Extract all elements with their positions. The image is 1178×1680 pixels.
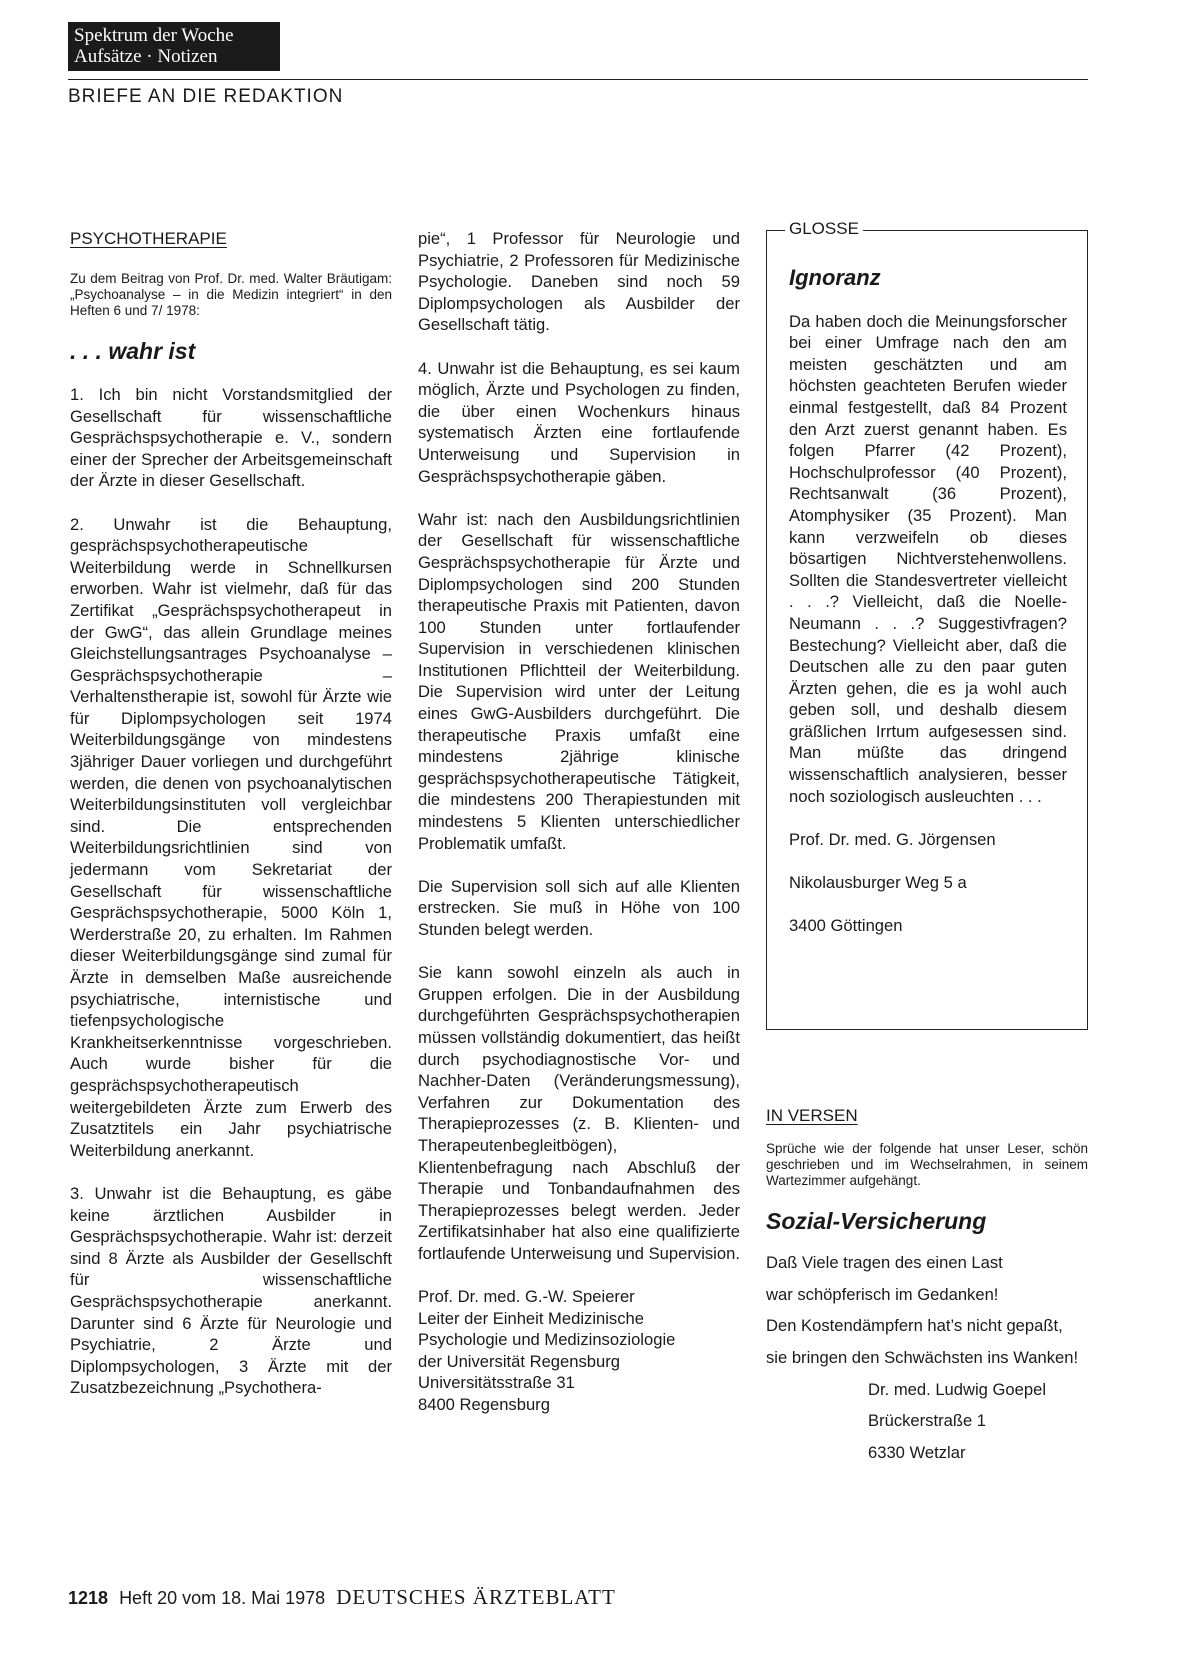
letter-paragraph: Wahr ist: nach den Ausbildungsrichtlinien der Gesellschaft für wissenschaftliche Gesprächspsychotherapie für Ärzte und Diplompsychologen sind 200 Stunden therapeutische Praxis mit Patienten, davon 100 Stunden unter fortlaufender Supervision in verschiedenen klinischen Institutionen Pflichtteil der Weiterbildung. Die Supervision wird unter der Leitung eines GwG-Ausbilders durchgeführt. Die therapeutische Praxis umfaßt eine mindestens 2jährige klinische gesprächspsychotherapeutische Tätigkeit, die mindestens 200 Therapiestunden mit mindestens 5 Klienten unterschiedlicher Problematik umfaßt. (418, 509, 740, 853)
letter-paragraph: 3. Unwahr ist die Behauptung, es gäbe keine ärztlichen Ausbilder in Gesprächspsychotherapie. Wahr ist: derzeit sind 8 Ärzte als Ausbilder der Gesellschft für wissenschaftliche Gesprächspsychotherapie anerkannt. Darunter sind 6 Ärzte für Neurologie und Psychiatrie, 2 Ärzte und Diplompsychologen, 3 Ärzte mit der Zusatzbezeichnung „Psychothera- (70, 1183, 392, 1398)
signature-line: Dr. med. Ludwig Goepel (868, 1379, 1047, 1399)
letter-paragraph: Sie kann sowohl einzeln als auch in Gruppen erfolgen. Die in der Ausbildung durchgeführten Gesprächspsychotherapien müssen vollständig dokumentiert, das heißt durch psychodiagnostische Vor- und Nachher-Daten (Veränderungsmessung), Verfahren zur Dokumentation des Therapieprozesses (z. B. Klienten- und Therapeutenbegleitbögen), Klientenbefragung nach Abschluß der Therapie und Tonbandaufnahmen des Therapieprozesses belegt werden. Jeder Zertifikatsinhaber hat also eine qualifizierte fortlaufende Unterweisung und Supervision. (418, 963, 740, 1263)
signature-line: Prof. Dr. med. G. Jörgensen (789, 829, 996, 849)
glosse-box (766, 219, 1088, 1030)
magazine-name: DEUTSCHES ÄRZTEBLATT (336, 1585, 616, 1609)
page-footer (68, 1585, 616, 1610)
header-rule (68, 79, 1088, 80)
letter-paragraph: Die Supervision soll sich auf alle Klienten erstrecken. Sie muß in Höhe von 100 Stunden belegt werden. (418, 876, 740, 939)
signature-line: Universitätsstraße 31 (418, 1373, 575, 1393)
rubric-line-1: Spektrum der Woche (74, 25, 234, 46)
signature-line: Leiter der Einheit Medizinische (418, 1308, 644, 1328)
letter-kicker: PSYCHOTHERAPIE (70, 229, 227, 248)
letter-paragraph: 4. Unwahr ist die Behauptung, es sei kaum möglich, Ärzte und Psychologen zu finden, die über einen Wochenkurs hinaus systematisch Ärzten eine fortlaufende Unterweisung und Supervision in Gesprächspsychotherapie gäben. (418, 358, 740, 486)
signature-line: Nikolausburger Weg 5 a (789, 873, 967, 893)
glosse-label: GLOSSE (785, 219, 863, 239)
signature-line: Prof. Dr. med. G.-W. Speierer (418, 1287, 635, 1307)
rubric-line-2: Aufsätze · Notizen (74, 46, 218, 67)
page-number: 1218 (68, 1588, 109, 1608)
verse-line: Daß Viele tragen des einen Last (766, 1253, 1003, 1273)
signature-line: 8400 Regensburg (418, 1395, 550, 1415)
letter-column-1 (70, 228, 392, 1420)
signature-line: 6330 Wetzlar (868, 1442, 966, 1462)
section-title: BRIEFE AN DIE REDAKTION (68, 86, 344, 107)
glosse-body (789, 267, 1067, 958)
signature-line: der Universität Regensburg (418, 1351, 620, 1371)
issue-info: Heft 20 vom 18. Mai 1978 (119, 1588, 326, 1608)
verse-kicker: IN VERSEN (766, 1106, 858, 1125)
letter-column-2 (418, 228, 740, 1416)
glosse-text: Da haben doch die Meinungsforscher bei einer Umfrage nach den am meisten geschätzten und am höchsten geachteten Berufen wieder einmal festgestellt, daß 84 Prozent den Arzt zuerst genannt haben. Es folgen Pfarrer (42 Prozent), Hochschulprofessor (40 Prozent), Rechtsanwalt (36 Prozent), Atomphysiker (35 Prozent). Man kann verzweifeln ob dieses bösartigen Nichtverstehenwollens. Sollten die Standesvertreter vielleicht . . .? Vielleicht, daß die Noelle-Neumann . . .? Suggestivfragen? Bestechung? Vielleicht aber, daß die Deutschen alle zu den paar guten Ärzten gehen, die es ja wohl auch geben soll, und deshalb diesem gräßlichen Irrtum aufgesessen sind. Man müßte das dringend wissenschaftlich analysieren, besser noch soziologisch ausleuchten . . . (789, 311, 1067, 806)
verse-signature (868, 1379, 1088, 1464)
letter-headline: . . . wahr ist (70, 337, 196, 364)
letter-signature (418, 1286, 740, 1416)
glosse-headline: Ignoranz (789, 265, 881, 290)
verse-headline: Sozial-Versicherung (766, 1207, 987, 1234)
letter-paragraph: 2. Unwahr ist die Behauptung, gesprächspsychotherapeutische Weiterbildung werde in Schnellkursen erworben. Wahr ist vielmehr, daß für das Zertifikat „Gesprächspsychotherapeut in der GwG“, das allein Grundlage meines Gleichstellungsantrages Psychoanalyse – Gesprächspsychotherapie – Verhaltenstherapie ist, sowohl für Ärzte wie für Diplompsychologen seit 1974 Weiterbildungsgänge von mindestens 3jähriger Dauer vorliegen und durchgeführt werden, die denen von psychoanalytischen Weiterbildungsinstituten voll vergleichbar sind. Die entsprechenden Weiterbildungsrichtlinien sind von jedermann vom Sekretariat der Gesellschaft für wissenschaftliche Gesprächspsychotherapie, 5000 Köln 1, Werderstraße 20, zu erhalten. Im Rahmen dieser Weiterbildungsgänge sind zumal für Ärzte in demselben Maße ausreichende psychiatrische, internistische und tiefenpsychologische Krankheitserkenntnisse vorgeschrieben. Auch wurde bisher für die gesprächspsychotherapeutisch weitergebildeten Ärzte zum Erwerb des Zusatztitels ein Jahr psychiatrische Weiterbildung anerkannt. (70, 514, 392, 1160)
verse-line: Den Kostendämpfern hat’s nicht gepaßt, (766, 1316, 1063, 1336)
verse-section (766, 1105, 1088, 1473)
signature-line: Psychologie und Medizinsoziologie (418, 1330, 676, 1350)
glosse-signature (789, 829, 1067, 937)
rubric-box (68, 22, 280, 71)
signature-line: Brückerstraße 1 (868, 1411, 987, 1431)
letter-paragraph: pie“, 1 Professor für Neurologie und Psychiatrie, 2 Professoren für Medizinische Psychologie. Daneben sind noch 59 Diplompsychologen als Ausbilder der Gesellschaft tätig. (418, 229, 740, 335)
signature-line: 3400 Göttingen (789, 916, 903, 936)
letter-intro: Zu dem Beitrag von Prof. Dr. med. Walter Bräutigam: „Psychoanalyse – in die Medizin integriert“ in den Heften 6 und 7/ 1978: (70, 271, 392, 319)
verse-line: war schöpferisch im Gedanken! (766, 1284, 999, 1304)
verse-line: sie bringen den Schwächsten ins Wanken! (766, 1347, 1079, 1367)
letter-paragraph: 1. Ich bin nicht Vorstandsmitglied der Gesellschaft für wissenschaftliche Gesprächspsychotherapie e. V., sondern einer der Sprecher der Arbeitsgemeinschaft der Ärzte in dieser Gesellschaft. (70, 384, 392, 491)
verse-intro: Sprüche wie der folgende hat unser Leser, schön geschrieben und im Wechselrahmen, in seinem Wartezimmer aufgehängt. (766, 1140, 1088, 1188)
